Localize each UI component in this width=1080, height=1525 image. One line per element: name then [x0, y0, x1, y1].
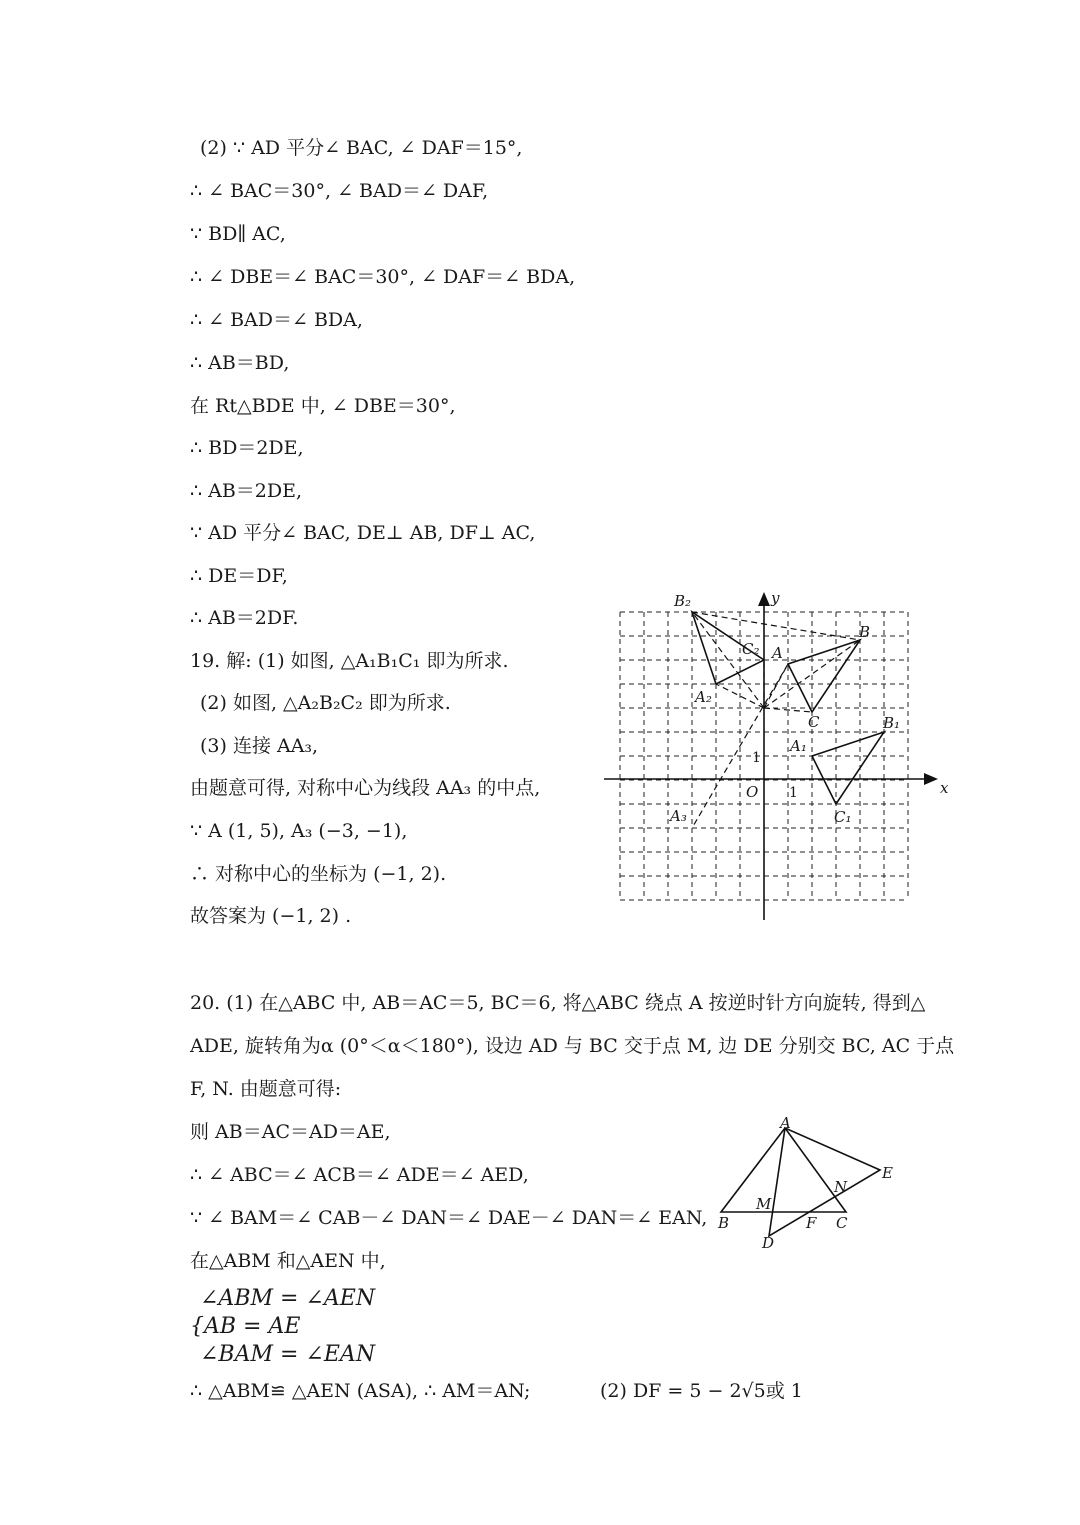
label-B1: B₁: [883, 714, 901, 732]
text-line: ∴ AB＝2DF.: [190, 607, 299, 629]
text-line: ∴ ∠ DBE＝∠ BAC＝30°, ∠ DAF＝∠ BDA,: [190, 266, 576, 288]
text-line: ∴ ∠ BAD＝∠ BDA,: [190, 309, 363, 331]
label-C1: C₁: [834, 808, 852, 826]
text-line: 在△ABM 和△AEN 中,: [190, 1250, 386, 1272]
text-line: 19. 解: (1) 如图, △A₁B₁C₁ 即为所求.: [190, 650, 509, 672]
label-B: B: [718, 1214, 730, 1232]
text-line: ∴ BD＝2DE,: [190, 437, 304, 459]
y-axis-arrow-icon: [758, 592, 770, 606]
system-line-3: ∠BAM = ∠EAN: [200, 1342, 376, 1367]
label-A1: A₁: [790, 737, 807, 755]
label-N: N: [834, 1178, 848, 1196]
text-line: ∴ DE＝DF,: [190, 565, 288, 587]
text-line: ∵ ∠ BAM＝∠ CAB－∠ DAN＝∠ DAE－∠ DAN＝∠ EAN,: [190, 1207, 708, 1229]
triangle-A1B1C1: [812, 732, 884, 804]
text-line: ∴ AB＝2DE,: [190, 480, 303, 502]
text-line: 20. (1) 在△ABC 中, AB＝AC＝5, BC＝6, 将△ABC 绕点 A 按逆时针方向旋转, 得到△: [190, 992, 926, 1014]
text-line: 则 AB＝AC＝AD＝AE,: [190, 1121, 391, 1143]
label-x-one: 1: [789, 785, 798, 801]
text-line: 故答案为 (−1, 2) .: [190, 905, 352, 927]
label-M: M: [756, 1195, 772, 1213]
part2-answer: (2) DF = 5 − 2√5或 1: [600, 1380, 803, 1402]
text-line: ∵ AD 平分∠ BAC, DE⊥ AB, DF⊥ AC,: [190, 522, 536, 544]
triangle-ABC: [788, 640, 860, 712]
label-C: C: [808, 713, 820, 731]
system-line-1: ∠ABM = ∠AEN: [200, 1286, 376, 1311]
system-line-2: {AB = AE: [190, 1314, 301, 1339]
rotation-figure: [710, 1112, 910, 1252]
label-C: C: [836, 1214, 848, 1232]
label-B2: B₂: [674, 592, 692, 610]
label-B: B: [859, 623, 871, 641]
text-line: ∴ AB＝BD,: [190, 352, 290, 374]
label-A3: A₃: [670, 807, 687, 825]
text-line: 由题意可得, 对称中心为线段 AA₃ 的中点,: [190, 777, 541, 799]
text-line: (2) 如图, △A₂B₂C₂ 即为所求.: [200, 692, 451, 714]
label-F: F: [806, 1214, 817, 1232]
x-axis-arrow-icon: [924, 773, 938, 785]
text-line: (2) ∵ AD 平分∠ BAC, ∠ DAF＝15°,: [200, 137, 523, 159]
text-line: ∴ 对称中心的坐标为 (−1, 2).: [190, 863, 447, 885]
text-line: ∴ ∠ BAC＝30°, ∠ BAD＝∠ DAF,: [190, 180, 489, 202]
label-y-one: 1: [752, 750, 761, 766]
text-line: ∵ BD∥ AC,: [190, 223, 286, 245]
text-line: F, N. 由题意可得:: [190, 1078, 342, 1100]
label-C2: C₂: [742, 640, 760, 658]
text-line: (3) 连接 AA₃,: [200, 735, 319, 757]
text-line: ∵ A (1, 5), A₃ (−3, −1),: [190, 820, 408, 842]
coordinate-grid-figure: [600, 585, 950, 925]
label-y-axis: y: [771, 589, 780, 607]
label-x-axis: x: [940, 779, 949, 797]
label-origin: O: [746, 783, 759, 801]
text-line: ∴ ∠ ABC＝∠ ACB＝∠ ADE＝∠ AED,: [190, 1164, 529, 1186]
text-line: ADE, 旋转角为α (0°＜α＜180°), 设边 AD 与 BC 交于点 M, 边 DE 分别交 BC, AC 于点: [190, 1035, 955, 1057]
text-line: 在 Rt△BDE 中, ∠ DBE＝30°,: [190, 395, 456, 417]
conclusion-line: ∴ △ABM≌ △AEN (ASA), ∴ AM＝AN;: [190, 1380, 531, 1402]
label-E: E: [882, 1164, 893, 1182]
label-D: D: [762, 1234, 775, 1252]
label-A2: A₂: [695, 688, 712, 706]
label-A: A: [780, 1114, 791, 1132]
label-A: A: [772, 644, 783, 662]
